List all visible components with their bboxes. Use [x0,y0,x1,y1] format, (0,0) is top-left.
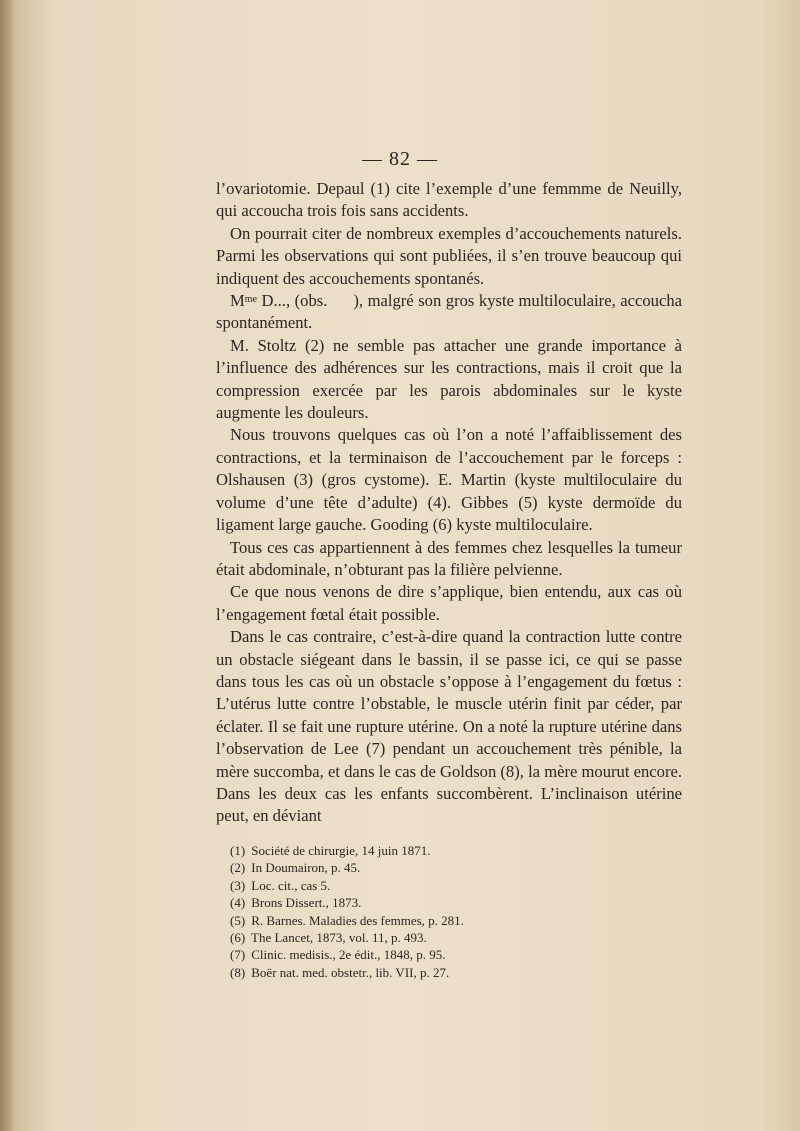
footnote-text: Clinic. medisis., 2e édit., 1848, p. 95. [251,947,446,963]
footnote-number: (1) [230,843,246,858]
footnote [230,894,650,911]
footnote [230,842,650,859]
page-number: — 82 — [362,148,438,170]
footnote-number: (5) [230,912,246,928]
footnote-number: (3) [230,877,246,893]
paragraph: Dans le cas contraire, c’est-à-dire quand la contraction lutte contre un obstacle siégeant dans le bassin, il se passe ici, ce qui se passe dans tous les cas où un obstacle s’oppose à l’engagement du fœtus : L’utérus lutte contre l’obstable, le muscle utérin finit par céder, par éclater. Il se fait une rupture utérine. On a noté la rupture utérine dans l’observation de Lee (7) pendant un accouchement très pénible, la mère succomba, et dans le cas de Goldson (8), la mère mourut encore. Dans les deux cas les enfants succombèrent. L’inclinaison utérine peut, en déviant [216,627,682,826]
footnote [230,946,650,963]
title-superscript: me [244,294,257,306]
paragraph: Tous ces cas appartiennent à des femmes chez lesquelles la tumeur était abdominale, n’obturant pas la filière pelvienne. [216,537,682,579]
footnote [230,877,650,894]
footnote [230,859,650,876]
paragraph: l’ovariotomie. Depaul (1) cite l’exemple d’une femmme de Neuilly, qui accoucha trois fois sans accidents. [216,179,682,221]
footnote-text: Société de chirurgie, 14 juin 1871. [251,843,431,858]
paragraph: M. Stoltz (2) ne semble pas attacher une grande importance à l’influence des adhérences sur les contractions, mais il croit que la compression exercée par les parois abdominales sur le kyste augmente les douleurs. [216,335,682,423]
footnote-number: (2) [230,860,246,876]
footnote-text: Loc. cit., cas 5. [251,877,331,893]
title-abbrev: M [230,291,245,311]
footnote-text: Boër nat. med. obstetr., lib. VII, p. 27. [251,964,450,980]
paragraph: Ce que nous venons de dire s’applique, bien entendu, aux cas où l’engagement fœtal était possible. [216,582,682,624]
footnote-number: (7) [230,947,246,963]
footnotes [230,842,650,981]
footnote-text: Brons Dissert., 1873. [251,895,362,911]
paragraph-text: D..., (obs. [256,291,328,311]
paragraph: On pourrait citer de nombreux exemples d’accouchements naturels. Parmi les observations qui sont publiées, il s’en trouve beaucoup qui indiquent des accouchements spontanés. [216,223,682,288]
paragraph: Nous trouvons quelques cas où l’on a noté l’affaiblissement des contractions, et la terminaison de l’accouchement par le forceps : Olshausen (3) (gros cystome). E. Martin (kyste multiloculaire du volume d’une tête d’adulte) (4). Gibbes (5) kyste dermoïde du ligament large gauche. Gooding (6) kyste multiloculaire. [216,425,682,535]
footnote [230,912,650,929]
footnote-text: The Lancet, 1873, vol. 11, p. 493. [251,930,427,946]
footnote-text: In Doumairon, p. 45. [251,860,361,876]
footnote [230,964,650,981]
footnote-text: R. Barnes. Maladies des femmes, p. 281. [251,912,464,928]
paragraph [216,290,682,335]
footnote [230,929,650,946]
footnote-number: (4) [230,895,246,911]
paragraph-text: ), malgré son gros kyste multiloculaire, accoucha spontanément. [216,291,682,333]
footnote-number: (8) [230,964,246,980]
footnote-number: (6) [230,930,246,946]
body-text [216,178,682,828]
